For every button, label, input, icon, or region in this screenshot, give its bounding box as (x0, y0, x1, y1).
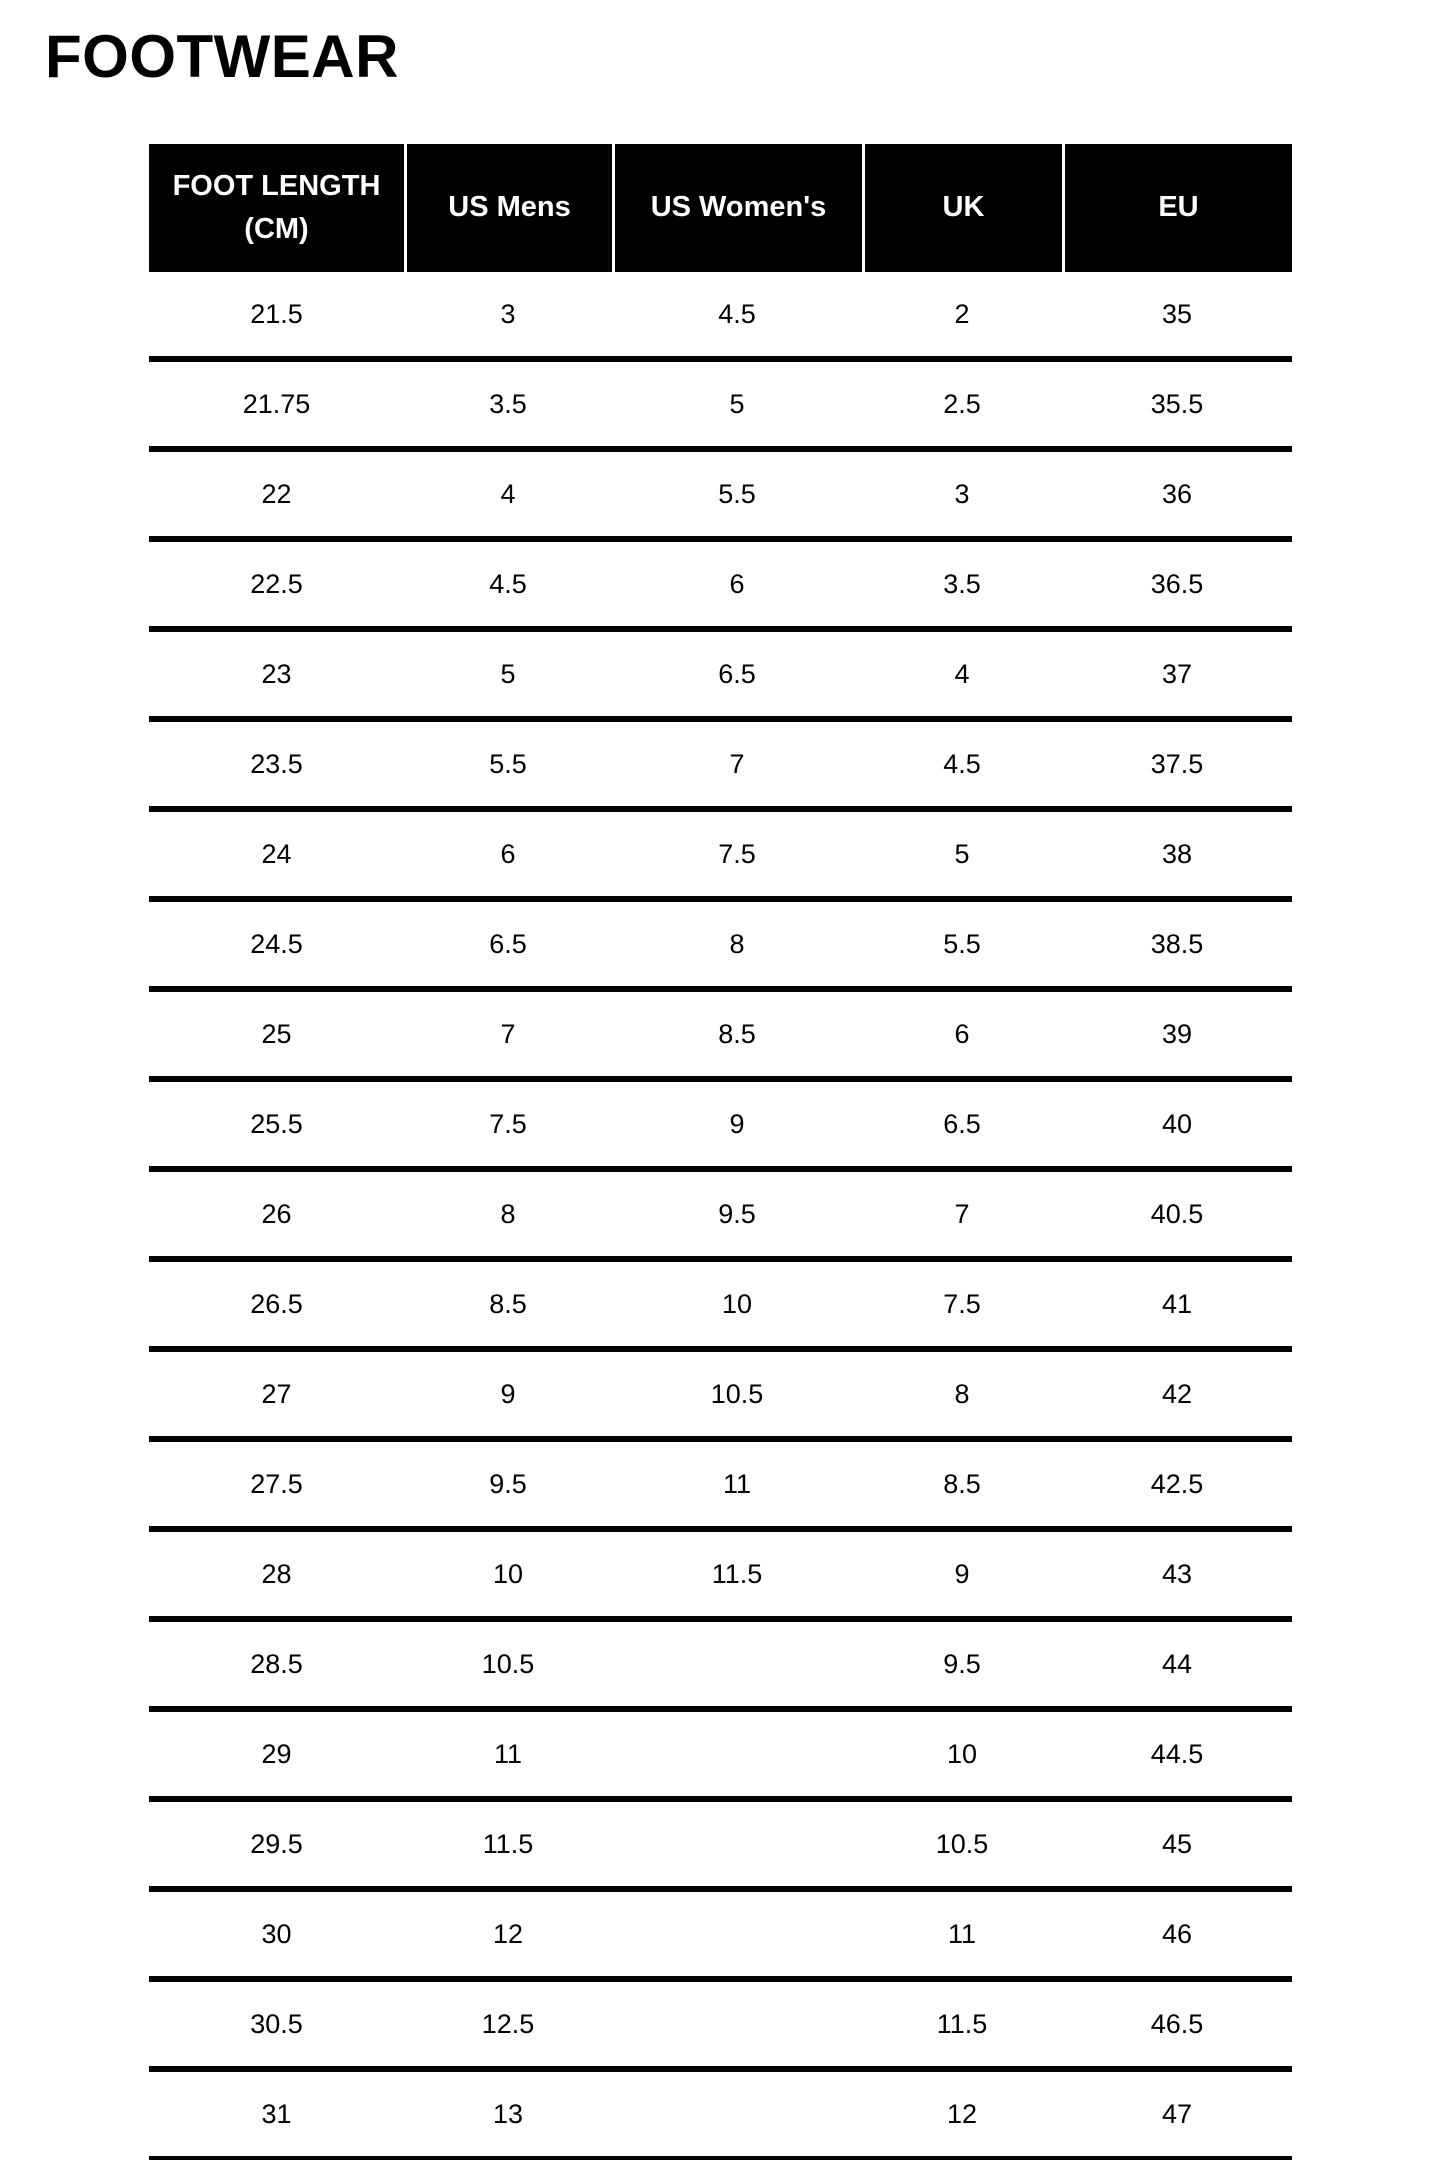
table-row (149, 452, 1292, 542)
table-header-row (149, 144, 1292, 272)
table-cell: 38 (1161, 838, 1193, 869)
table-cell: 3.5 (943, 568, 981, 599)
table-cell: 5 (500, 658, 516, 689)
table-row (149, 1622, 1292, 1712)
table-cell: 47 (1161, 2098, 1193, 2129)
table-cell: 8.5 (489, 1288, 527, 1319)
table-cell: 11 (947, 1918, 977, 1949)
table-cell: 23 (261, 658, 292, 689)
table-cell: 6.5 (943, 1108, 981, 1139)
table-cell: 3 (954, 478, 970, 509)
table-cell: 7 (500, 1018, 516, 1049)
header-cell: EU (1062, 144, 1292, 272)
table-cell: 30.5 (250, 2008, 303, 2039)
table-cell: 3 (500, 298, 516, 329)
table-row (149, 2072, 1292, 2160)
header-cell: UK (862, 144, 1062, 272)
table-row (149, 1712, 1292, 1802)
table-cell: 12.5 (481, 2008, 535, 2039)
table-cell (612, 1622, 862, 1706)
table-cell: 13 (492, 2098, 524, 2129)
table-cell: 8.5 (718, 1018, 756, 1049)
table-cell: 27.5 (250, 1468, 303, 1499)
table-cell: 11.5 (936, 2008, 988, 2039)
table-cell: 29 (261, 1738, 292, 1769)
table-cell: 40 (1161, 1108, 1193, 1139)
table-cell: 5.5 (943, 928, 981, 959)
table-cell: 26 (261, 1198, 292, 1229)
table-cell: 4.5 (489, 568, 527, 599)
table-body (149, 272, 1292, 2160)
table-cell: 22 (261, 478, 292, 509)
table-cell: 4.5 (943, 748, 981, 779)
table-cell: 6 (954, 1018, 970, 1049)
table-cell: 11.5 (711, 1558, 763, 1589)
table-row (149, 1532, 1292, 1622)
table-cell: 35 (1161, 298, 1193, 329)
table-cell: 7.5 (943, 1288, 981, 1319)
table-cell: 28.5 (250, 1648, 303, 1679)
table-cell: 10 (492, 1558, 524, 1589)
table-row (149, 272, 1292, 362)
table-row (149, 992, 1292, 1082)
table-cell: 45 (1161, 1828, 1193, 1859)
table-cell: 10 (721, 1288, 753, 1319)
table-cell (612, 1712, 862, 1796)
table-cell: 42 (1161, 1378, 1193, 1409)
table-cell: 29.5 (250, 1828, 303, 1859)
table-cell: 21.5 (250, 298, 303, 329)
table-cell: 41 (1161, 1288, 1193, 1319)
table-cell: 37 (1161, 658, 1193, 689)
table-row (149, 722, 1292, 812)
table-row (149, 1262, 1292, 1352)
table-cell: 39 (1161, 1018, 1193, 1049)
table-cell: 4 (500, 478, 516, 509)
page-title: FOOTWEAR (45, 23, 399, 90)
table-cell: 6 (500, 838, 516, 869)
table-cell: 2 (954, 298, 970, 329)
table-cell: 36 (1161, 478, 1193, 509)
table-cell: 6.5 (718, 658, 756, 689)
table-cell: 22.5 (250, 568, 303, 599)
table-cell: 2.5 (943, 388, 981, 419)
table-cell: 42.5 (1150, 1468, 1204, 1499)
table-cell: 8 (954, 1378, 970, 1409)
table-cell: 5 (954, 838, 970, 869)
header-cell: US Mens (404, 144, 612, 272)
table-cell: 36.5 (1150, 568, 1204, 599)
table-cell: 46 (1161, 1918, 1193, 1949)
table-cell: 10.5 (481, 1648, 535, 1679)
table-row (149, 542, 1292, 632)
table-cell: 9 (729, 1108, 745, 1139)
table-cell: 27 (261, 1378, 292, 1409)
table-cell (612, 2072, 862, 2156)
table-cell: 9.5 (718, 1198, 756, 1229)
table-row (149, 632, 1292, 722)
table-cell: 11 (722, 1468, 752, 1499)
table-row (149, 1352, 1292, 1442)
table-cell: 5.5 (489, 748, 527, 779)
table-cell: 24.5 (250, 928, 303, 959)
table-row (149, 812, 1292, 902)
table-cell: 6.5 (489, 928, 527, 959)
table-cell: 28 (261, 1558, 292, 1589)
size-table (149, 144, 1292, 2160)
table-cell: 4.5 (718, 298, 756, 329)
table-cell: 31 (261, 2098, 292, 2129)
table-cell: 8 (500, 1198, 516, 1229)
table-row (149, 1442, 1292, 1532)
table-row (149, 1802, 1292, 1892)
table-row (149, 1172, 1292, 1262)
table-cell: 35.5 (1150, 388, 1204, 419)
table-cell: 10 (946, 1738, 978, 1769)
table-cell: 10.5 (710, 1378, 764, 1409)
table-cell: 11.5 (482, 1828, 534, 1859)
table-cell: 25 (261, 1018, 292, 1049)
table-cell: 7 (954, 1198, 970, 1229)
table-row (149, 1982, 1292, 2072)
table-cell: 12 (492, 1918, 524, 1949)
table-cell (612, 1892, 862, 1976)
table-cell: 44 (1161, 1648, 1193, 1679)
table-cell: 38.5 (1150, 928, 1204, 959)
table-cell: 10.5 (935, 1828, 989, 1859)
table-row (149, 1082, 1292, 1172)
table-cell: 9.5 (489, 1468, 527, 1499)
table-row (149, 902, 1292, 992)
table-cell: 37.5 (1150, 748, 1204, 779)
table-cell: 4 (954, 658, 970, 689)
table-cell: 26.5 (250, 1288, 303, 1319)
table-cell: 9 (500, 1378, 516, 1409)
header-cell: US Women's (612, 144, 862, 272)
table-cell: 12 (946, 2098, 978, 2129)
table-cell: 43 (1161, 1558, 1193, 1589)
table-cell: 24 (261, 838, 292, 869)
table-cell: 3.5 (489, 388, 527, 419)
table-cell: 44.5 (1150, 1738, 1204, 1769)
table-cell: 7.5 (718, 838, 756, 869)
table-cell: 9 (954, 1558, 970, 1589)
table-cell: 5.5 (718, 478, 756, 509)
table-cell: 8 (729, 928, 745, 959)
table-cell: 9.5 (943, 1648, 981, 1679)
header-cell: FOOT LENGTH (CM) (172, 169, 381, 245)
table-cell: 23.5 (250, 748, 303, 779)
table-cell: 46.5 (1150, 2008, 1204, 2039)
table-cell: 11 (493, 1738, 523, 1769)
table-cell: 5 (729, 388, 745, 419)
table-row (149, 362, 1292, 452)
table-cell: 25.5 (250, 1108, 303, 1139)
table-cell: 40.5 (1150, 1198, 1204, 1229)
table-cell: 8.5 (943, 1468, 981, 1499)
table-cell (612, 1982, 862, 2066)
table-cell: 7 (729, 748, 745, 779)
table-cell: 6 (729, 568, 745, 599)
table-cell (612, 1802, 862, 1886)
table-row (149, 1892, 1292, 1982)
table-cell: 30 (261, 1918, 292, 1949)
table-cell: 21.75 (242, 388, 311, 419)
table-cell: 7.5 (489, 1108, 527, 1139)
